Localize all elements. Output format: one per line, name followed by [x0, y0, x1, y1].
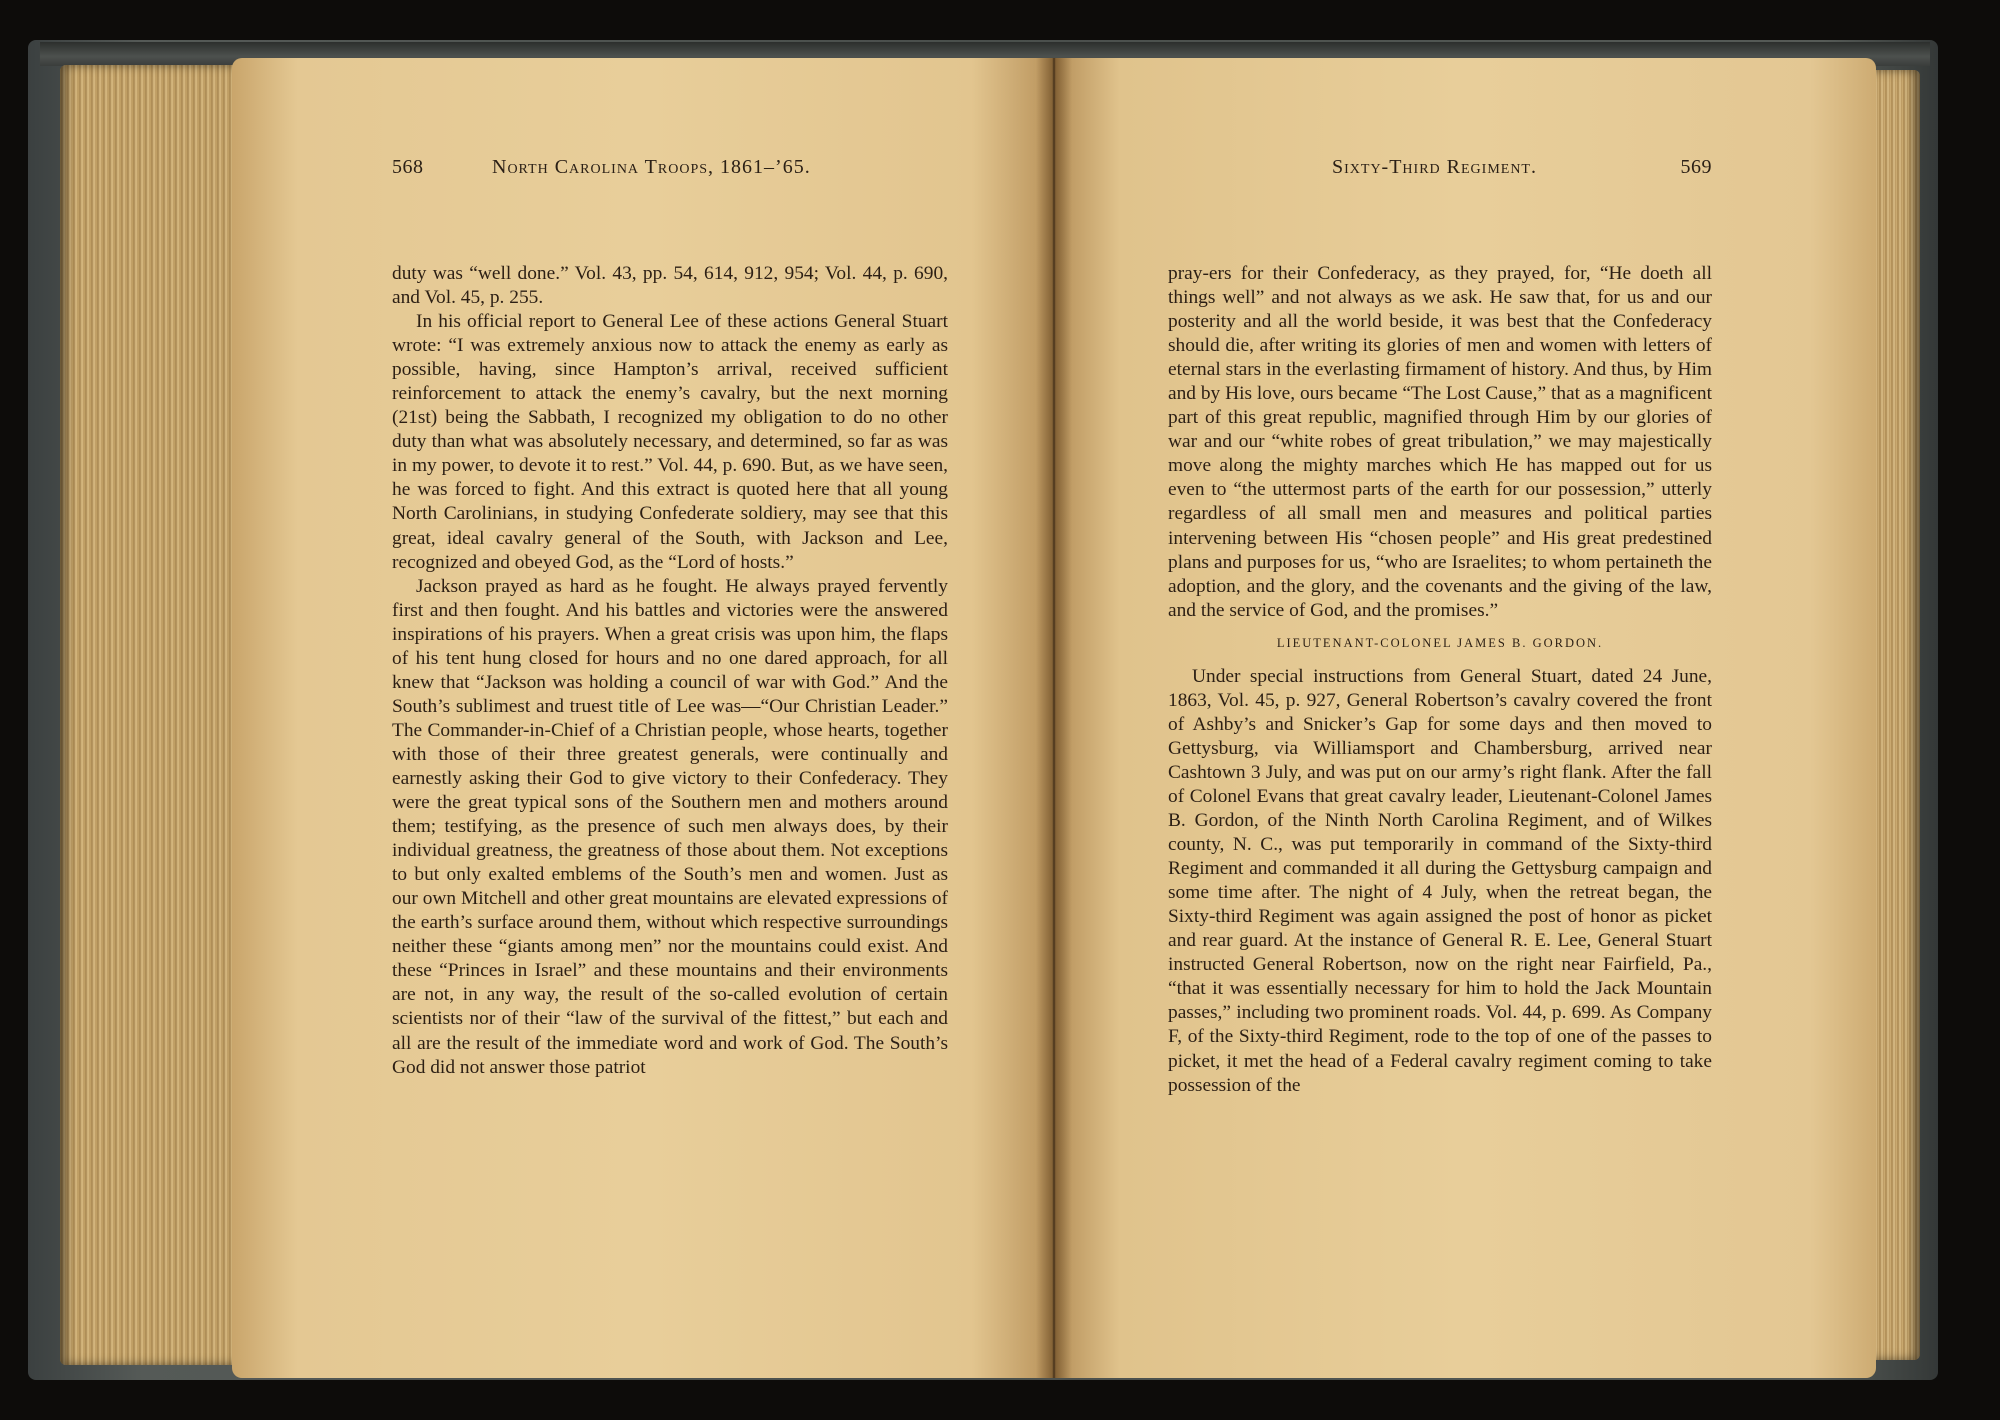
right-body-text — [1168, 262, 1712, 1098]
right-page-number: 569 — [1680, 156, 1712, 178]
paragraph: pray-ers for their Confederacy, as they prayed, for, “He doeth all things well” and not always as we ask. He saw that, for us and our posterity and all the world beside, it was best that the Confederacy should die, after writing its glories of men and women with letters of eternal stars in the everlasting firmament of history. And thus, by Him and by His love, ours became “The Lost Cause,” that as a magnificent part of this great republic, magnified through Him by our glories of war and our “white robes of great tribulation,” we may majestically move along the mighty marches which He has mapped out for us even to “the uttermost parts of the earth for our possession,” utterly regardless of all small men and measures and political parties intervening between His “chosen people” and His great predestined plans and purposes for us, “who are Israelites; to whom pertaineth the adoption, and the glory, and the covenants and the giving of the law, and the service of God, and the promises.” — [1168, 263, 1712, 621]
paragraph: Under special instructions from General Stuart, dated 24 June, 1863, Vol. 45, p. 927, General Robertson’s cavalry covered the front of Ashby’s and Snicker’s Gap for some days and then moved to Gettysburg, via Williamsport and Chambersburg, arrived near Cashtown 3 July, and was put on our army’s right flank. After the fall of Colonel Evans that great cavalry leader, Lieutenant-Colonel James B. Gordon, of the Ninth North Carolina Regiment, and of Wilkes county, N. C., was put temporarily in command of the Sixty-third Regiment and commanded it all during the Gettysburg campaign and some time after. The night of 4 July, when the retreat began, the Sixty-third Regiment was again assigned the post of honor as picket and rear guard. At the instance of General R. E. Lee, General Stuart instructed General Robertson, now on the right near Fairfield, Pa., “that it was essentially necessary for him to hold the Jack Mountain passes,” including two prominent roads. Vol. 44, p. 699. As Company F, of the Sixty-third Regiment, rode to the top of one of the passes to picket, it met the head of a Federal cavalry regiment coming to take possession of the — [1168, 665, 1712, 1096]
right-running-head — [1332, 156, 1712, 179]
left-page-number: 568 — [392, 156, 424, 178]
paragraph: Jackson prayed as hard as he fought. He always prayed fervently first and then fought. And his battles and victories were the answered inspirations of his prayers. When a great crisis was upon him, the flaps of his tent hung closed for hours and no one dared approach, for all knew that “Jackson was holding a council of war with God.” And the South’s sublimest and truest title of Lee was—“Our Christian Leader.” The Commander-in-Chief of a Christian people, whose hearts, together with those of their three greatest generals, were continually and earnestly asking their God to give victory to their Confederacy. They were the great typical sons of the Southern men and mothers around them; testifying, as the presence of such men always does, by their individual greatness, the greatness of those about them. Not exceptions to but only exalted emblems of the South’s men and women. Just as our own Mitchell and other great mountains are elevated expressions of the earth’s surface around them, without which respective surroundings neither these “giants among men” nor the mountains could exist. And these “Princes in Israel” and these mountains and their environments are not, in any way, the result of the so-called evolution of certain scientists nor of their “law of the survival of the fittest,” but each and all are the result of the immediate word and work of God. The South’s God did not answer those patriot — [392, 575, 948, 1078]
left-running-head — [392, 156, 952, 179]
paragraph: In his official report to General Lee of these actions General Stuart wrote: “I was extremely anxious now to attack the enemy as early as possible, having, since Hampton’s arrival, received sufficient reinforcement to attack the enemy’s cavalry, but the next morning (21st) being the Sabbath, I recognized my obligation to do no other duty than what was absolutely necessary, and determined, so far as was in my power, to devote it to rest.” Vol. 44, p. 690. But, as we have seen, he was forced to fight. And this extract is quoted here that all young North Carolinians, in studying Confederate soldiery, may see that this great, ideal cavalry general of the South, with Jackson and Lee, recognized and obeyed God, as the “Lord of hosts.” — [392, 311, 948, 573]
section-heading: LIEUTENANT-COLONEL JAMES B. GORDON. — [1276, 635, 1604, 650]
book-gutter — [1036, 58, 1072, 1378]
left-body-text — [392, 262, 948, 1080]
left-page-edges — [60, 65, 245, 1365]
left-header-title: North Carolina Troops, 1861–’65. — [492, 156, 811, 178]
right-header-title: Sixty-Third Regiment. — [1332, 156, 1537, 178]
paragraph: duty was “well done.” Vol. 43, pp. 54, 614, 912, 954; Vol. 44, p. 690, and Vol. 45, p. 255. — [392, 263, 948, 309]
